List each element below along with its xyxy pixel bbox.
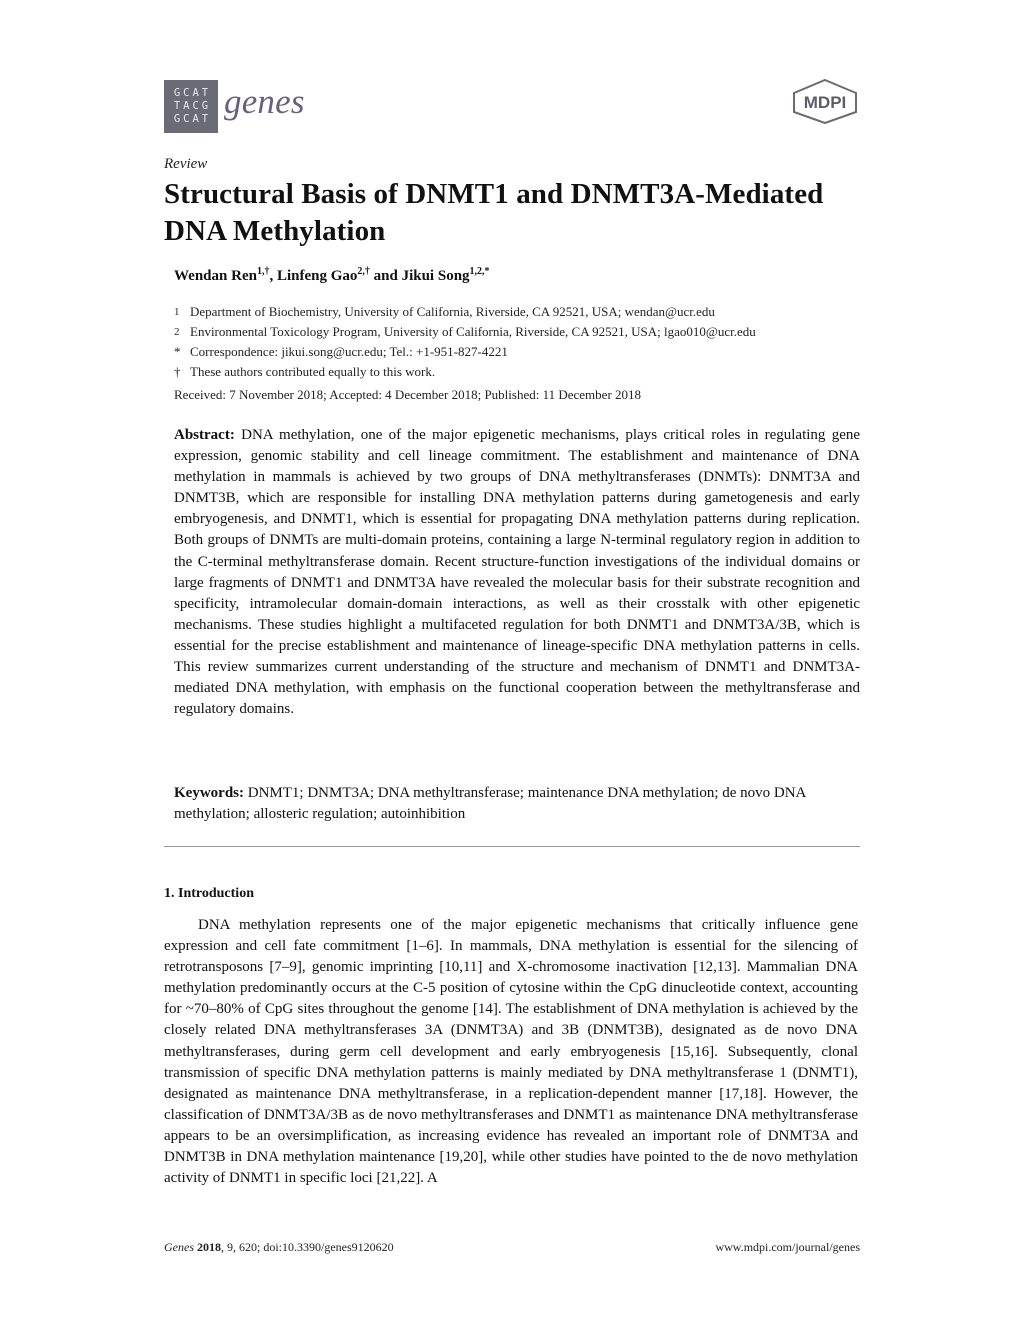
mdpi-logo xyxy=(790,78,860,124)
author-affiliation-mark: 2,† xyxy=(357,266,370,277)
author-affiliation-mark: 1,† xyxy=(256,266,270,277)
author-name: Wendan Ren xyxy=(174,268,257,284)
section-title: 1. Introduction xyxy=(164,886,254,901)
article-title: Structural Basis of DNMT1 and DNMT3A-Mediated DNA Methylation xyxy=(164,178,824,247)
equal-contribution-note: These authors contributed equally to this work. xyxy=(190,364,436,379)
introduction-paragraph: DNA methylation represents one of the major epigenetic mechanisms that critically influence gene expression and cell fate commitment [1–6]. In mammals, DNA methylation is essential for the silencing of retrotransposons [7–9], genomic imprinting [10,11] and X-chromosome inactivation [12,13]. Mammalian DNA methylation predominantly occurs at the C-5 position of cytosine within the CpG dinucleotide context, accounting for ~70–80% of CpG sites throughout the genome [14]. The establishment of DNA methylation is achieved by the closely related DNA methyltransferases 3A (DNMT3A) and 3B (DNMT3B), designated as de novo DNA methyltransferases, during germ cell development and early embryogenesis [15,16]. Subsequently, clonal transmission of specific DNA methylation patterns is mainly mediated by DNA methyltransferase 1 (DNMT1), designated as maintenance DNA methyltransferase, in a replication-dependent manner [17,18]. However, the classification of DNMT3A/3B as de novo methyltransferases and DNMT1 as maintenance DNA methyltransferase appears to be an oversimplification, as increasing evidence has revealed an important role of DNMT3A and DNMT3B in DNA methylation maintenance [19,20], while other studies have pointed to the de novo methylation activity of DNMT1 in specific loci [21,22]. A xyxy=(164,917,858,1187)
affiliation-row xyxy=(174,362,864,382)
author-separator: , xyxy=(269,268,277,284)
footer-citation-rest: , 9, 620; doi:10.3390/genes9120620 xyxy=(221,1240,394,1254)
mdpi-logo-text: MDPI xyxy=(803,93,847,112)
footer-journal-url[interactable]: www.mdpi.com/journal/genes xyxy=(715,1240,860,1254)
affiliation-mark: 2 xyxy=(174,326,180,338)
keywords-label: Keywords: xyxy=(174,785,244,801)
keywords-text: DNMT1; DNMT3A; DNA methyltransferase; maintenance DNA methylation; de novo DNA methylation; allosteric regulation; autoinhibition xyxy=(174,785,806,822)
article-type: Review xyxy=(164,156,208,172)
abstract xyxy=(174,425,860,720)
logo-row-1: GCAT xyxy=(173,87,212,99)
abstract-text: DNA methylation, one of the major epigenetic mechanisms, plays critical roles in regulating gene expression, genomic stability and cell lineage commitment. The establishment and maintenance of DNA methylation in mammals is achieved by two groups of DNA methyltransferases (DNMTs): DNMT3A and DNMT3B, which are responsible for installing DNA methylation patterns during gametogenesis and early embryogenesis, and DNMT1, which is essential for propagating DNA methylation patterns during replication. Both groups of DNMTs are multi-domain proteins, containing a large N-terminal regulatory region in addition to the C-terminal methyltransferase domain. Recent structure-function investigations of the individual domains or large fragments of DNMT1 and DNMT3A have revealed the molecular basis for their substrate recognition and specificity, intramolecular domain-domain interactions, as well as their crosstalk with other epigenetic mechanisms. These studies highlight a multifaceted regulation for both DNMT1 and DNMT3A/3B, which is essential for the precise establishment and maintenance of lineage-specific DNA methylation patterns in cells. This review summarizes current understanding of the structure and mechanism of DNMT1 and DNMT3A-mediated DNA methylation, with emphasis on the functional cooperation between the methyltransferase and regulatory domains. xyxy=(174,427,861,718)
journal-name: genes xyxy=(224,82,305,121)
affiliation-row xyxy=(174,322,864,342)
section-divider xyxy=(164,846,860,847)
footer-journal: Genes xyxy=(164,1240,194,1254)
affiliation-mark: 1 xyxy=(174,306,180,318)
author-affiliation-mark: 1,2,* xyxy=(469,266,490,277)
author-name: Linfeng Gao xyxy=(276,268,358,284)
journal-logo-box xyxy=(164,80,218,133)
keywords xyxy=(174,783,860,825)
author-name: Jikui Song xyxy=(401,268,470,284)
affiliation-row xyxy=(174,342,864,362)
affiliation-mark: * xyxy=(174,344,181,359)
footer-citation xyxy=(164,1240,394,1255)
abstract-label: Abstract: xyxy=(174,427,235,443)
affiliation-text: Department of Biochemistry, University of California, Riverside, CA 92521, USA; wendan@ucr.edu xyxy=(190,304,715,319)
logo-row-3: GCAT xyxy=(173,113,212,125)
author-list xyxy=(174,266,490,285)
affiliation-mark: † xyxy=(174,364,181,379)
correspondence-text: Correspondence: jikui.song@ucr.edu; Tel.: +1-951-827-4221 xyxy=(190,344,508,359)
logo-row-2: TACG xyxy=(173,100,212,112)
author-separator: and xyxy=(369,268,402,284)
affiliation-text: Environmental Toxicology Program, University of California, Riverside, CA 92521, USA; lgao010@ucr.edu xyxy=(190,324,756,339)
affiliations xyxy=(174,302,864,382)
footer-year: 2018 xyxy=(197,1240,221,1254)
affiliation-row xyxy=(174,302,864,322)
publication-dates: Received: 7 November 2018; Accepted: 4 December 2018; Published: 11 December 2018 xyxy=(174,387,642,402)
